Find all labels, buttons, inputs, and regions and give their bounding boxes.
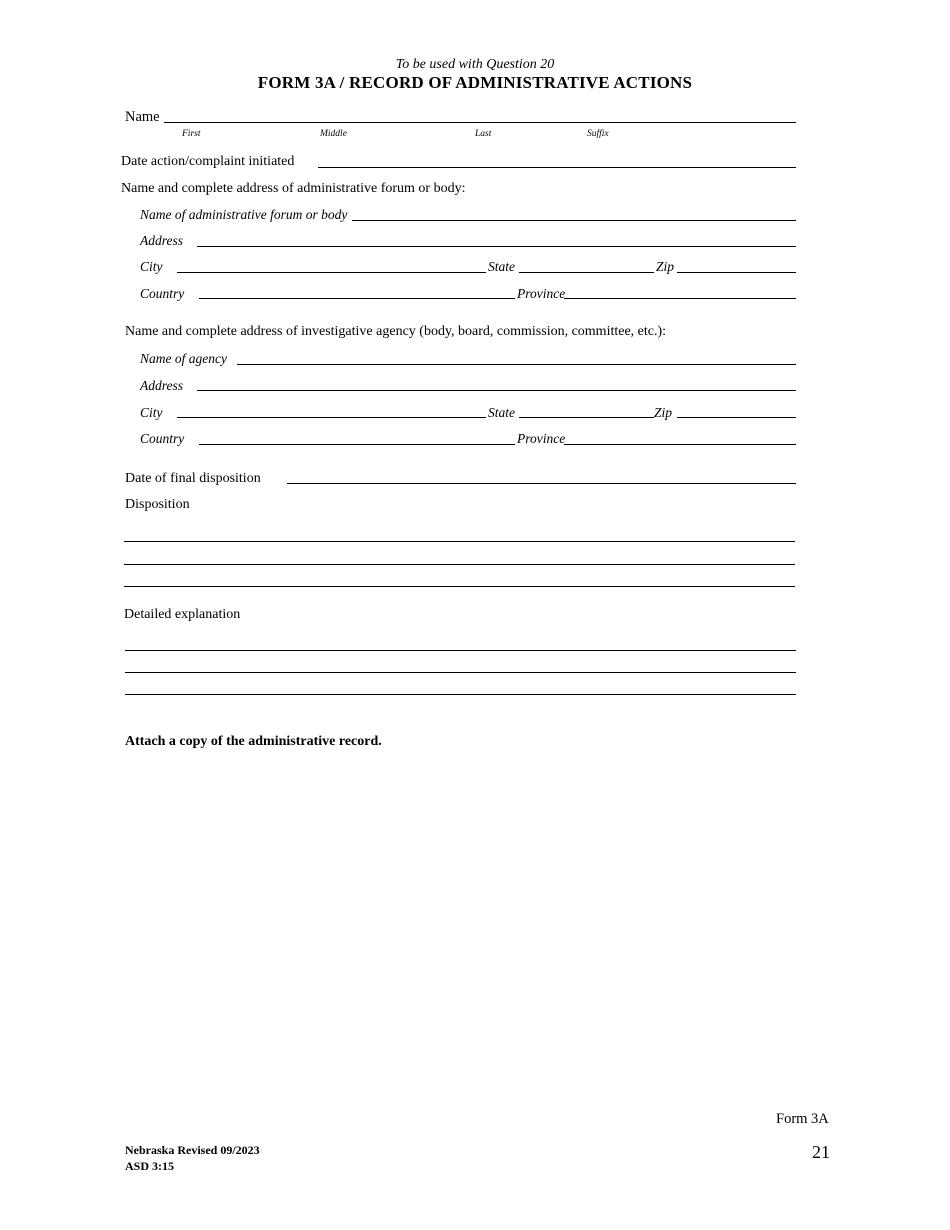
forum-city-label: City bbox=[140, 259, 163, 274]
forum-state-label: State bbox=[488, 259, 515, 274]
agency-zip-field[interactable] bbox=[677, 417, 796, 418]
agency-country-label: Country bbox=[140, 431, 185, 446]
explanation-line-2[interactable] bbox=[125, 672, 796, 673]
date-initiated-label: Date action/complaint initiated bbox=[121, 154, 295, 169]
agency-state-field[interactable] bbox=[519, 417, 654, 418]
name-middle-sublabel: Middle bbox=[320, 129, 347, 139]
form-subtitle: To be used with Question 20 bbox=[395, 57, 555, 72]
agency-province-field[interactable] bbox=[564, 444, 796, 445]
explanation-label: Detailed explanation bbox=[124, 607, 241, 622]
name-field[interactable] bbox=[164, 122, 796, 123]
disposition-label: Disposition bbox=[125, 497, 190, 512]
name-suffix-sublabel: Suffix bbox=[587, 129, 609, 139]
agency-address-label: Address bbox=[140, 378, 183, 393]
agency-name-label: Name of agency bbox=[140, 351, 227, 366]
disposition-line-3[interactable] bbox=[124, 586, 795, 587]
name-last-sublabel: Last bbox=[475, 129, 492, 139]
forum-name-label: Name of administrative forum or body bbox=[140, 207, 348, 222]
forum-zip-label: Zip bbox=[656, 259, 675, 274]
forum-section-heading: Name and complete address of administrative forum or body: bbox=[121, 181, 466, 196]
name-first-sublabel: First bbox=[182, 129, 201, 139]
agency-name-field[interactable] bbox=[237, 364, 796, 365]
form-title: FORM 3A / RECORD OF ADMINISTRATIVE ACTIONS bbox=[257, 73, 693, 92]
forum-state-field[interactable] bbox=[519, 272, 654, 273]
forum-address-field[interactable] bbox=[197, 246, 796, 247]
forum-province-label: Province bbox=[517, 286, 566, 301]
agency-city-label: City bbox=[140, 405, 163, 420]
explanation-line-3[interactable] bbox=[125, 694, 796, 695]
forum-country-field[interactable] bbox=[199, 298, 515, 299]
disposition-line-1[interactable] bbox=[124, 541, 795, 542]
agency-country-field[interactable] bbox=[199, 444, 515, 445]
disposition-line-2[interactable] bbox=[124, 564, 795, 565]
footer-revision: Nebraska Revised 09/2023 bbox=[125, 1143, 260, 1157]
agency-zip-label: Zip bbox=[654, 405, 673, 420]
forum-city-field[interactable] bbox=[177, 272, 486, 273]
footer-form-id: Form 3A bbox=[776, 1111, 829, 1127]
agency-province-label: Province bbox=[517, 431, 566, 446]
agency-state-label: State bbox=[488, 405, 515, 420]
forum-country-label: Country bbox=[140, 286, 185, 301]
explanation-line-1[interactable] bbox=[125, 650, 796, 651]
final-disposition-date-field[interactable] bbox=[287, 483, 796, 484]
name-label: Name bbox=[125, 109, 160, 125]
agency-address-field[interactable] bbox=[197, 390, 796, 391]
page-number: 21 bbox=[812, 1142, 830, 1162]
forum-name-field[interactable] bbox=[352, 220, 796, 221]
date-initiated-field[interactable] bbox=[318, 167, 796, 168]
agency-section-heading: Name and complete address of investigative agency (body, board, commission, committee, etc.): bbox=[125, 324, 667, 339]
forum-province-field[interactable] bbox=[564, 298, 796, 299]
attach-note: Attach a copy of the administrative record. bbox=[125, 734, 382, 749]
forum-address-label: Address bbox=[140, 233, 183, 248]
final-disposition-date-label: Date of final disposition bbox=[125, 471, 261, 486]
forum-zip-field[interactable] bbox=[677, 272, 796, 273]
footer-code: ASD 3:15 bbox=[125, 1159, 175, 1173]
agency-city-field[interactable] bbox=[177, 417, 486, 418]
